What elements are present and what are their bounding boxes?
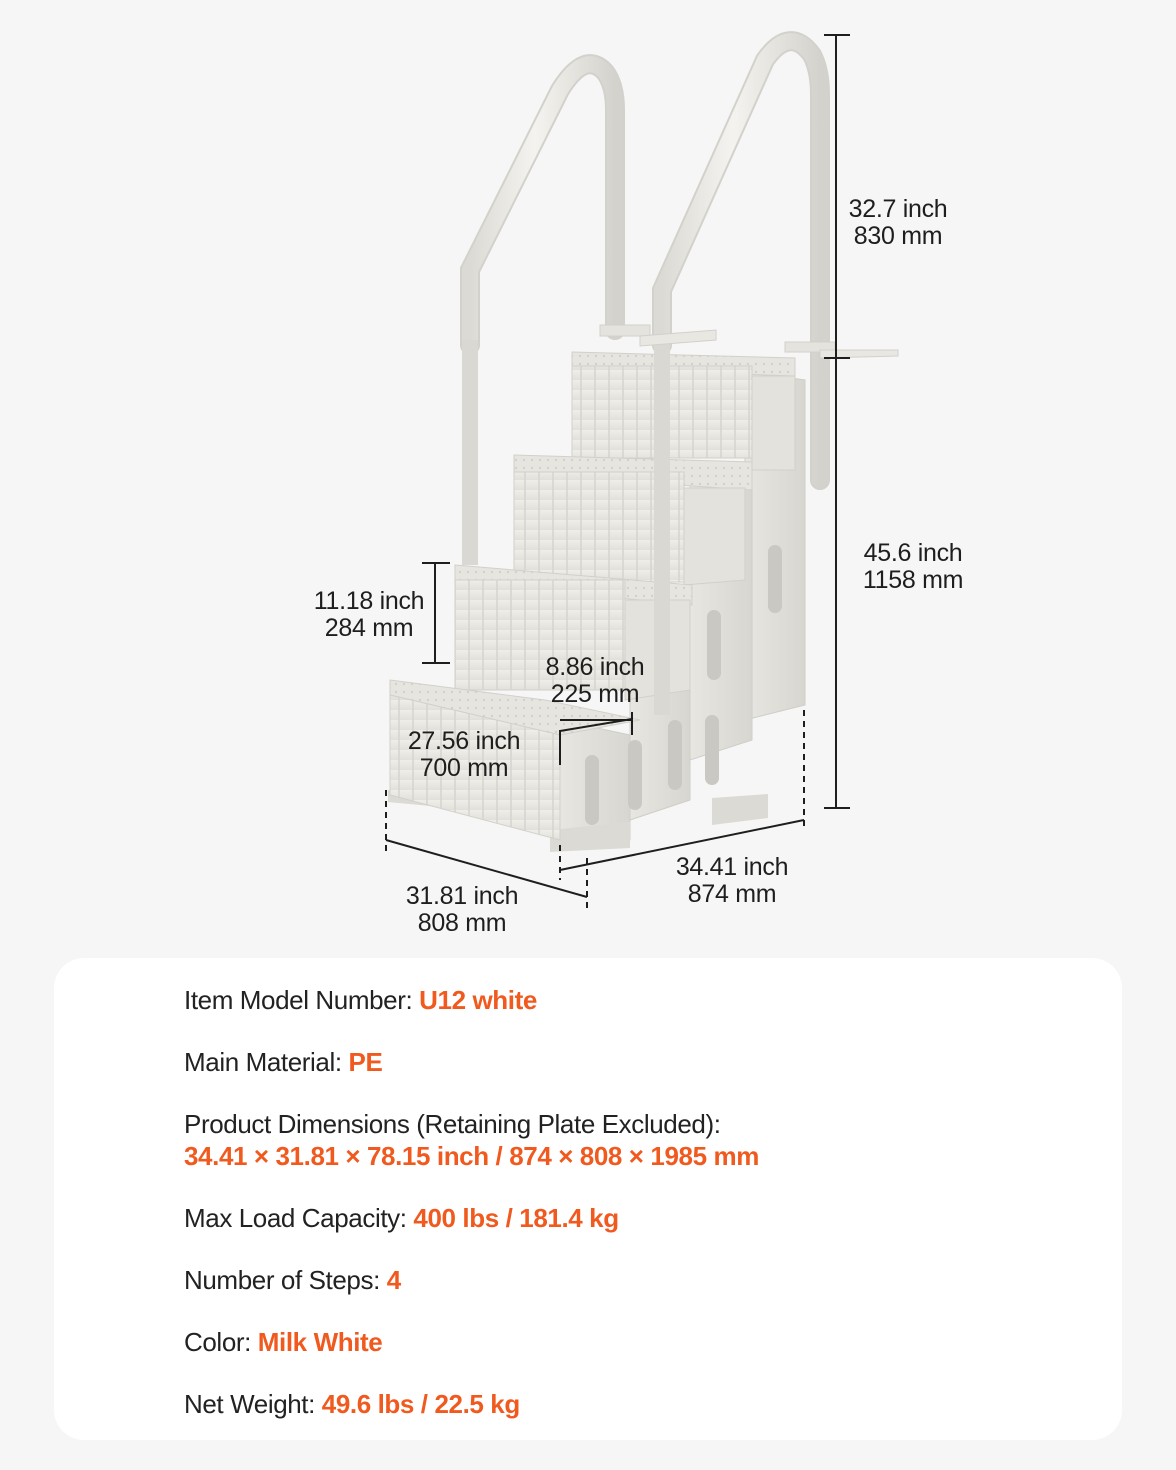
step-4 <box>572 352 795 470</box>
spec-label: Color: <box>184 1327 258 1357</box>
spec-label: Max Load Capacity: <box>184 1203 414 1233</box>
spec-value: PE <box>348 1047 383 1077</box>
spec-label: Item Model Number: <box>184 985 420 1015</box>
step-rise-mm: 284 mm <box>324 614 414 642</box>
spec-label: Product Dimensions (Retaining Plate Excluded): <box>184 1109 721 1139</box>
step-depth-inch: 8.86 inch <box>545 653 645 681</box>
spec-value: 4 <box>386 1265 401 1295</box>
base-width-inch: 31.81 inch <box>405 882 519 910</box>
step-rise-label <box>306 588 432 642</box>
base-depth-mm: 874 mm <box>687 880 777 908</box>
spec-value: 49.6 lbs / 22.5 kg <box>321 1389 520 1419</box>
spec-value: U12 white <box>419 985 537 1015</box>
spec-material <box>184 1046 382 1078</box>
base-width-mm: 808 mm <box>417 909 507 937</box>
spec-steps <box>184 1264 401 1296</box>
handrail-height-mm: 830 mm <box>853 222 943 250</box>
handrail-height-label <box>838 196 958 250</box>
spec-color <box>184 1326 382 1358</box>
step-width-mm: 700 mm <box>419 754 509 782</box>
spec-value: Milk White <box>257 1327 383 1357</box>
spec-dimensions <box>184 1108 759 1172</box>
spec-value: 34.41 × 31.81 × 78.15 inch / 874 × 808 × 1985 mm <box>184 1141 759 1171</box>
step-3 <box>514 455 752 585</box>
frame-height-inch: 45.6 inch <box>863 539 963 567</box>
base-depth-inch: 34.41 inch <box>675 853 789 881</box>
spec-max-load <box>184 1202 619 1234</box>
spec-card <box>54 958 1122 1440</box>
spec-label: Main Material: <box>184 1047 349 1077</box>
step-width-label <box>394 728 534 782</box>
handrail-height-inch: 32.7 inch <box>848 195 948 223</box>
step-width-inch: 27.56 inch <box>407 727 521 755</box>
spec-net-weight <box>184 1388 520 1420</box>
frame-height-mm: 1158 mm <box>862 566 964 594</box>
step-depth-mm: 225 mm <box>550 680 640 708</box>
step-rise-inch: 11.18 inch <box>313 587 425 615</box>
base-depth-label <box>662 854 802 908</box>
frame-height-label <box>850 540 976 594</box>
spec-label: Number of Steps: <box>184 1265 387 1295</box>
spec-label: Net Weight: <box>184 1389 322 1419</box>
spec-value: 400 lbs / 181.4 kg <box>413 1203 619 1233</box>
base-width-label <box>392 883 532 937</box>
spec-model-number <box>184 984 537 1016</box>
step-depth-label <box>530 654 660 708</box>
